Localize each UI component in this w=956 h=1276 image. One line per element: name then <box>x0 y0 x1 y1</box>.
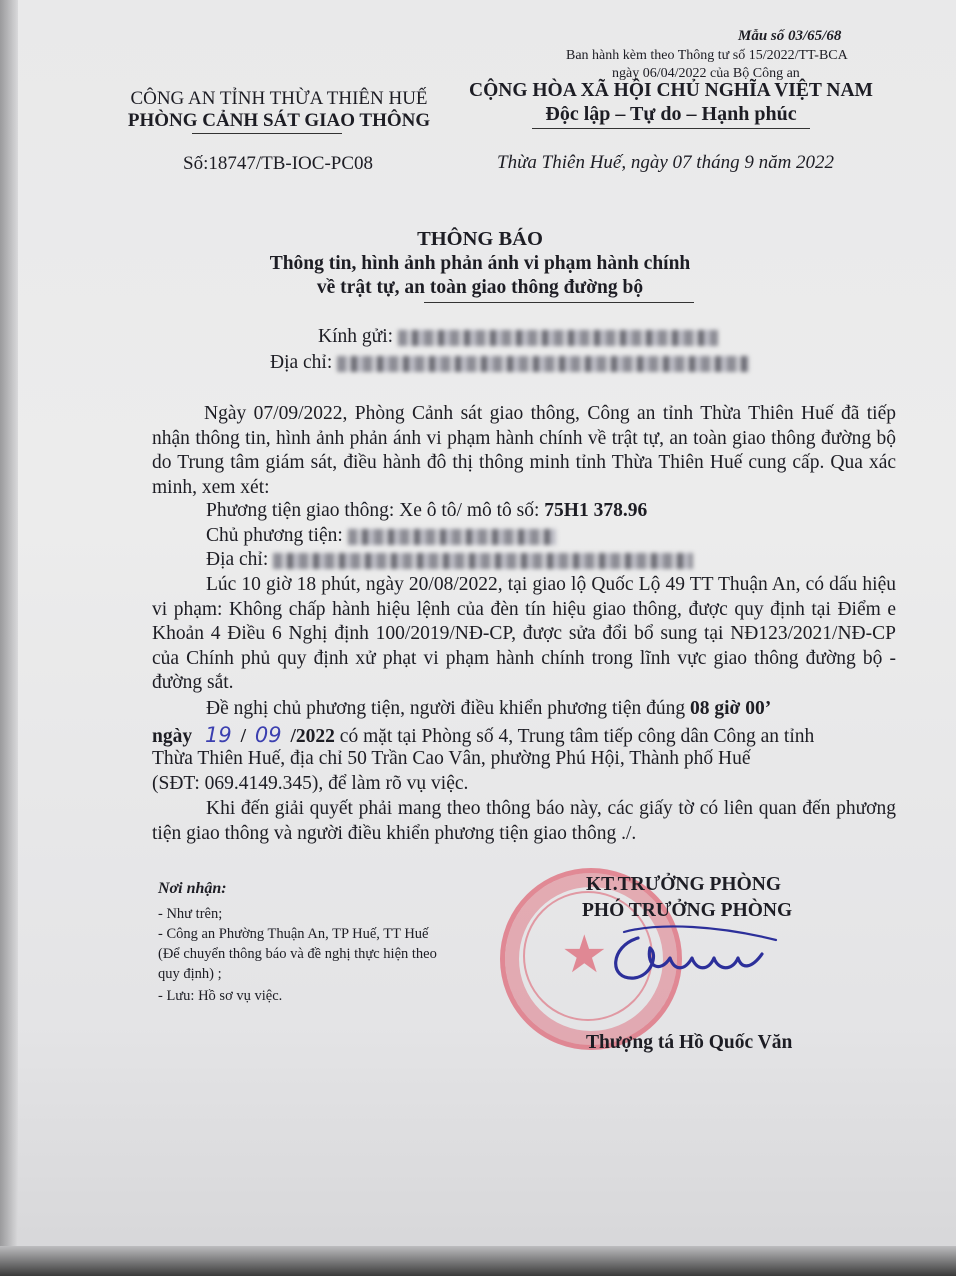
recipient-address-label: Địa chỉ: <box>270 352 333 373</box>
summons-time: 08 giờ 00’ <box>690 698 772 719</box>
agency-underline <box>192 133 342 134</box>
recipient-item-1: - Như trên; <box>158 906 223 922</box>
summons-date-separator: / <box>240 726 247 747</box>
document-title: THÔNG BÁO <box>417 228 543 250</box>
owner-address-line <box>206 549 693 571</box>
recipient-item-2: - Công an Phường Thuận An, TP Huế, TT Huế <box>158 926 429 942</box>
owner-line <box>206 525 556 547</box>
paragraph-summons-line2 <box>152 723 814 748</box>
summons-month: 09 <box>254 723 282 747</box>
owner-address-label: Địa chỉ: <box>206 549 269 570</box>
signature-image <box>600 918 800 998</box>
recipients-title: Nơi nhận: <box>158 880 227 897</box>
recipient-item-3: (Để chuyển thông báo và đề nghị thực hiện theo <box>158 946 437 962</box>
document-number: Số:18747/TB-IOC-PC08 <box>183 153 374 174</box>
form-number: Mẫu số 03/65/68 <box>738 28 842 44</box>
place-date: Thừa Thiên Huế, ngày 07 tháng 9 năm 2022 <box>497 152 835 173</box>
agency-name: CÔNG AN TỈNH THỪA THIÊN HUẾ <box>130 88 428 109</box>
paragraph-violation: Lúc 10 giờ 18 phút, ngày 20/08/2022, tại giao lộ Quốc Lộ 49 TT Thuận An, có dấu hiệu vi phạm: Không chấp hành hiệu lệnh của đèn tín hiệu giao thông, được quy định tại Điểm e Khoản 4 Điều 6 Nghị định 100/2019/NĐ-CP, được sửa đổi bổ sung tại NĐ123/2021/NĐ-CP của Chính phủ quy định xử phạt vi phạm hành chính trong lĩnh vực giao thông đường bộ - đường sắt. <box>152 574 896 693</box>
summons-phone: (SĐT: 069.4149.345), để làm rõ vụ việc. <box>152 773 469 794</box>
title-underline <box>424 302 694 303</box>
summons-day-label: ngày <box>152 726 193 747</box>
page-shadow-bottom <box>0 1246 956 1276</box>
vehicle-plate: 75H1 378.96 <box>544 500 648 521</box>
paragraph-requirements: Khi đến giải quyết phải mang theo thông báo này, các giấy tờ có liên quan đến phương tiện giao thông và người điều khiển phương tiện giao thông ./. <box>152 798 896 844</box>
recipient-item-4: quy định) ; <box>158 966 222 982</box>
redacted-recipient <box>398 330 718 346</box>
redacted-owner-address <box>273 553 693 569</box>
recipient-address-line <box>270 352 749 374</box>
document-subtitle-1: Thông tin, hình ảnh phản ánh vi phạm hành chính <box>269 253 691 274</box>
summons-location: có mặt tại Phòng số 4, Trung tâm tiếp công dân Công an tỉnh <box>339 726 815 747</box>
recipient-label: Kính gửi: <box>318 326 394 347</box>
page-shadow-left <box>0 0 18 1276</box>
form-issued-line2: ngày 06/04/2022 của Bộ Công an <box>612 66 800 81</box>
paragraph-intro: Ngày 07/09/2022, Phòng Cảnh sát giao thông, Công an tỉnh Thừa Thiên Huế đã tiếp nhận thông tin, hình ảnh phản ánh vi phạm hành chính về trật tự, an toàn giao thông đường bộ do Trung tâm giám sát, điều hành đô thị thông minh tỉnh Thừa Thiên Huế cung cấp. Qua xác minh, xem xét: <box>152 403 896 498</box>
paragraph-summons-line1 <box>206 698 771 720</box>
recipient-line <box>318 326 718 348</box>
star-icon: ★ <box>561 925 608 985</box>
form-issued-line1: Ban hành kèm theo Thông tư số 15/2022/TT-BCA <box>566 48 848 63</box>
signature-title-1: KT.TRƯỞNG PHÒNG <box>586 874 781 895</box>
redacted-recipient-address <box>337 356 749 372</box>
summons-year: /2022 <box>290 726 335 747</box>
owner-label: Chủ phương tiện: <box>206 525 343 546</box>
nation-name: CỘNG HÒA XÃ HỘI CHỦ NGHĨA VIỆT NAM <box>469 80 873 101</box>
nation-motto: Độc lập – Tự do – Hạnh phúc <box>545 103 797 125</box>
summons-prefix: Đề nghị chủ phương tiện, người điều khiển phương tiện đúng <box>206 698 686 719</box>
summons-day: 19 <box>204 723 232 747</box>
signer-name: Thượng tá Hồ Quốc Văn <box>586 1032 793 1053</box>
vehicle-line <box>206 500 647 522</box>
vehicle-label: Phương tiện giao thông: Xe ô tô/ mô tô số: <box>206 500 540 521</box>
signature-title-2: PHÓ TRƯỞNG PHÒNG <box>582 900 793 921</box>
agency-department: PHÒNG CẢNH SÁT GIAO THÔNG <box>127 110 431 131</box>
document-subtitle-2: về trật tự, an toàn giao thông đường bộ <box>316 277 644 298</box>
recipient-item-5: - Lưu: Hồ sơ vụ việc. <box>158 988 283 1004</box>
summons-address: Thừa Thiên Huế, địa chỉ 50 Trần Cao Vân, phường Phú Hội, Thành phố Huế <box>152 748 751 769</box>
motto-underline <box>532 128 810 129</box>
redacted-owner <box>348 529 556 545</box>
